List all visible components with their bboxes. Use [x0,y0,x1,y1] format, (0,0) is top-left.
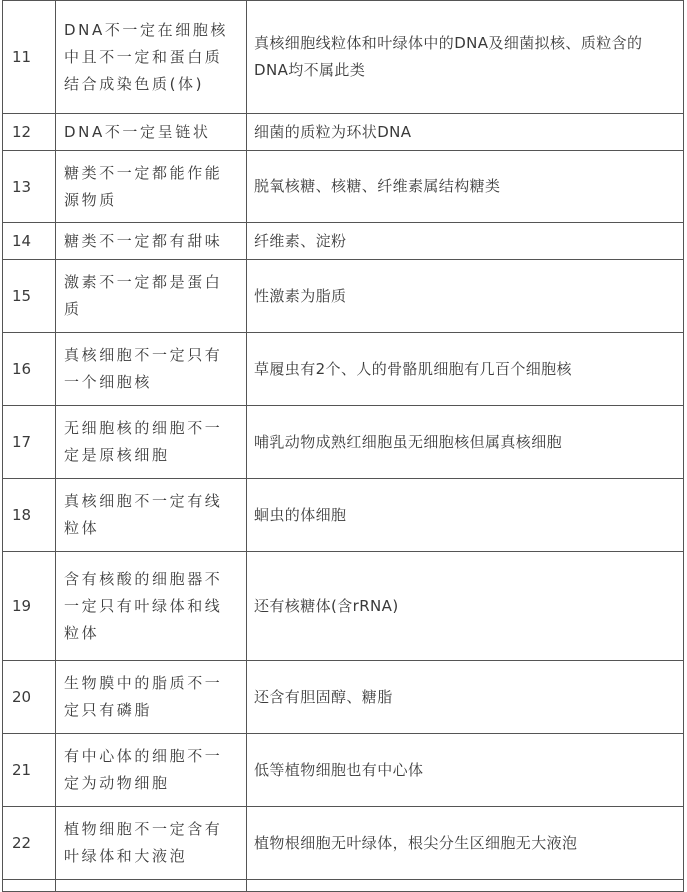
row-claim: DNA不一定呈链状 [56,114,247,151]
table-row [3,661,684,734]
table-row [3,1,684,114]
row-claim [56,880,247,892]
table-row [3,260,684,333]
row-claim: DNA不一定在细胞核中且不一定和蛋白质结合成染色质(体) [56,1,247,114]
table-row [3,880,684,892]
row-claim: 糖类不一定都有甜味 [56,223,247,260]
row-number: 13 [3,151,56,223]
row-number [3,880,56,892]
row-number: 14 [3,223,56,260]
row-explanation: 还有核糖体(含rRNA) [247,552,684,661]
row-explanation: 细菌的质粒为环状DNA [247,114,684,151]
row-number: 12 [3,114,56,151]
table-row [3,406,684,479]
row-claim: 无细胞核的细胞不一定是原核细胞 [56,406,247,479]
row-number: 15 [3,260,56,333]
row-explanation: 哺乳动物成熟红细胞虽无细胞核但属真核细胞 [247,406,684,479]
row-explanation: 纤维素、淀粉 [247,223,684,260]
row-claim: 含有核酸的细胞器不一定只有叶绿体和线粒体 [56,552,247,661]
row-claim: 生物膜中的脂质不一定只有磷脂 [56,661,247,734]
table-row [3,807,684,880]
facts-table [2,0,684,892]
row-explanation: 还含有胆固醇、糖脂 [247,661,684,734]
row-claim: 激素不一定都是蛋白质 [56,260,247,333]
row-number: 20 [3,661,56,734]
table-row [3,552,684,661]
table-row [3,333,684,406]
row-number: 17 [3,406,56,479]
row-claim: 真核细胞不一定只有一个细胞核 [56,333,247,406]
table-row [3,734,684,807]
facts-table-body [3,1,684,892]
row-explanation: 草履虫有2个、人的骨骼肌细胞有几百个细胞核 [247,333,684,406]
row-claim: 植物细胞不一定含有叶绿体和大液泡 [56,807,247,880]
row-explanation: 蛔虫的体细胞 [247,479,684,552]
row-number: 21 [3,734,56,807]
row-claim: 糖类不一定都能作能源物质 [56,151,247,223]
row-explanation: 真核细胞线粒体和叶绿体中的DNA及细菌拟核、质粒含的DNA均不属此类 [247,1,684,114]
table-row [3,223,684,260]
table-row [3,114,684,151]
row-number: 18 [3,479,56,552]
row-number: 19 [3,552,56,661]
row-claim: 有中心体的细胞不一定为动物细胞 [56,734,247,807]
row-number: 11 [3,1,56,114]
row-number: 16 [3,333,56,406]
row-number: 22 [3,807,56,880]
row-explanation: 低等植物细胞也有中心体 [247,734,684,807]
row-claim: 真核细胞不一定有线粒体 [56,479,247,552]
row-explanation: 性激素为脂质 [247,260,684,333]
row-explanation [247,880,684,892]
table-row [3,479,684,552]
table-row [3,151,684,223]
row-explanation: 脱氧核糖、核糖、纤维素属结构糖类 [247,151,684,223]
row-explanation: 植物根细胞无叶绿体，根尖分生区细胞无大液泡 [247,807,684,880]
